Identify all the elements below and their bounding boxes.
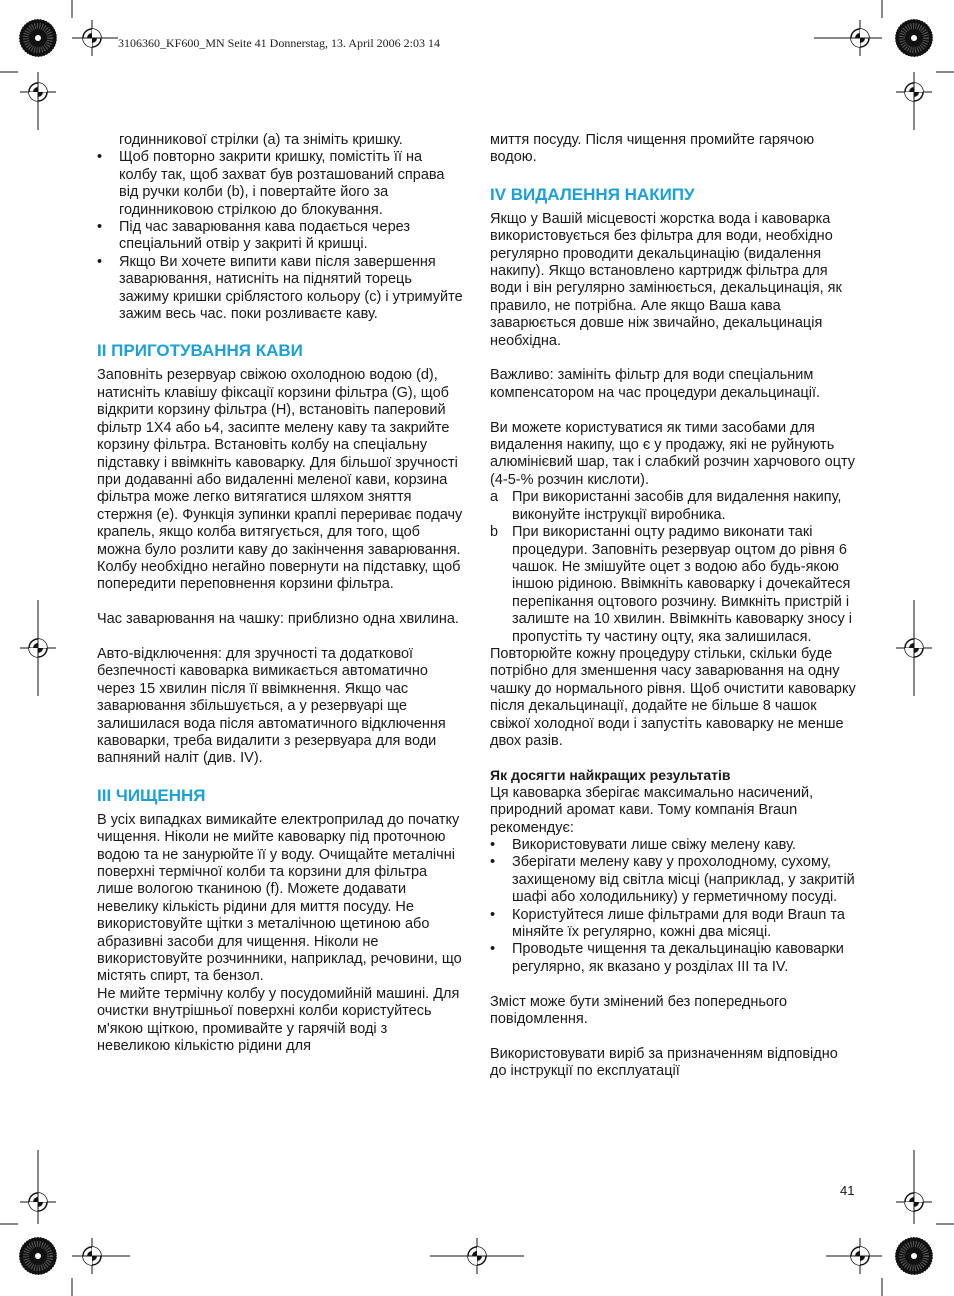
paragraph: годинникової стрілки (a) та зніміть кришку.	[119, 132, 403, 148]
bullet-item: • Якщо Ви хочете випити кави після завершення заварювання, натисніть на піднятий торець зажиму кришки сріблястого кольору (c) і утримуйте зажим весь час. поки розливаєте каву.	[97, 253, 463, 323]
paragraph: Не мийте термічну колбу у посудомийній машині. Для очистки внутрішньої поверхні колби користуйтесь м'якою щіткою, промивайте у гарячій воді з невеликою кількістю рідини для	[97, 985, 460, 1055]
bullet-item: • Щоб повторно закрити кришку, помістіть її на колбу так, щоб захват був розташований справа від ручки колби (b), і повертайте його за годинниковою стрілкою до блокування.	[97, 149, 445, 218]
paragraph: В усіх випадках вимикайте електроприлад до початку чищення. Ніколи не мийте кавоварку під проточною водою та не занурюйте її у воду. Очищайте металічні поверхні термічної колби та корзини для фільтра лише вологою тканиною (f). Можете додавати невелику кількість рідини для миття посуду. Не використовуйте щітки з металічною щетиною або абразивні засоби для чищення. Ніколи не використовуйте розчинники, наприклад, речовини, що містять спирт, та бензол.	[97, 811, 462, 985]
paragraph: Зміст може бути змінений без попереднього повідомлення.	[490, 993, 788, 1028]
paragraph: Авто-відключення: для зручності та додаткової безпечності кавоварка вимикається автоматично через 15 хвилин після її ввімкнення. Якщо час заварювання збільшується, а у резервуарі ще залишилася вода після автоматичного відключення кавоварки, треба видалити з резервуара для води вапняний наліт (див. IV).	[97, 645, 446, 767]
section-heading: II ПРИГОТУВАННЯ КАВИ	[97, 341, 303, 361]
bullet-marker: •	[97, 149, 103, 166]
bullet-item: • Під час заварювання кава подається через спеціальний отвір у закриті й кришці.	[97, 219, 411, 253]
paragraph: Ви можете користуватися як тими засобами для видалення накипу, що є у продажу, які не руйнують алюмінієвий шар, так і слабкий розчин харчового оцту (4-5-% розчин кислоти).	[490, 419, 856, 488]
bullet-marker: •	[490, 906, 496, 923]
starburst-mark-bottom-right	[895, 1237, 933, 1275]
bullet-marker: •	[97, 253, 103, 270]
paragraph: миття посуду. Після чищення промийте гарячою водою.	[490, 132, 815, 166]
bullet-marker: •	[490, 837, 496, 853]
starburst-mark-bottom-left	[19, 1237, 57, 1275]
section-heading: IV ВИДАЛЕННЯ НАКИПУ	[490, 184, 695, 204]
right-column	[490, 132, 856, 1081]
page-number: 41	[840, 1183, 855, 1198]
section-heading: III ЧИЩЕННЯ	[97, 785, 206, 805]
list-item: a При використанні засобів для видалення накипу, виконуйте інструкції виробника.	[490, 489, 842, 523]
paragraph: Повторюйте кожну процедуру стільки, скільки буде потрібно для зменшення часу заварювання на одну чашку до нормального рівня. Щоб очистити кавоварку після декальцинації, додайте не більше 8 чашок свіжої холодної води і запустіть кавоварку не менше двох разів.	[490, 645, 856, 749]
paragraph: Важливо: замініть фільтр для води спеціальним компенсатором на час процедури декальцинації.	[490, 367, 821, 401]
left-column	[97, 132, 463, 1055]
bullet-marker: •	[97, 219, 103, 236]
print-slug: 3106360_KF600_MN Seite 41 Donnerstag, 13. April 2006 2:03 14	[118, 36, 440, 50]
bullet-item: • Користуйтеся лише фільтрами для води Braun та міняйте їх регулярно, кожні два місяці.	[490, 906, 845, 941]
bullet-item: • Використовувати лише свіжу мелену каву.	[490, 837, 796, 853]
paragraph: Використовувати виріб за призначенням відповідно до інструкції по експлуатації	[490, 1045, 838, 1080]
bullet-marker: •	[490, 854, 496, 871]
bullet-marker: •	[490, 941, 496, 958]
paragraph: Заповніть резервуар свіжою охолодною водою (d), натисніть клавішу фіксації корзини фільтра (G), щоб відкрити корзину фільтра (H), встановіть паперовий фільтр 1Х4 або ь4, засипте мелену каву та закрийте корзину фільтра. Встановіть колбу на спеціальну підставку і ввімкніть кавоварку. Для більшої зручності при додаванні або видаленні меленої кави, корзина фільтра може легко витягатися шляхом зняття стержня (e). Функція зупинки краплі перериває подачу крапель, якщо колба витягується, для того, щоб можна було розлити каву до закінчення заварювання. Колбу необхідно негайно повернути на підставку, щоб попередити переповнення корзини фільтра.	[97, 367, 463, 593]
list-marker: b	[490, 524, 499, 541]
paragraph: Якщо у Вашій місцевості жорстка вода і кавоварка використовується без фільтра для води, необхідно регулярно проводити декальцинацію (видалення накипу). Якщо встановлено картридж фільтра для води і він регулярно замінюється, декальцинація, як правило, не потрібна. Але якщо Ваша кава заварюється довше ніж звичайно, декальцинація необхідна.	[490, 210, 842, 349]
starburst-mark-top-right	[895, 19, 933, 57]
starburst-mark-top-left	[19, 19, 57, 57]
paragraph: Ця кавоварка зберігає максимально насичений, природний аромат кави. Тому компанія Braun рекомендує:	[490, 784, 814, 836]
list-marker: a	[490, 489, 499, 506]
list-item: b При використанні оцту радимо виконати такі процедури. Заповніть резервуар оцтом до рівня 6 чашок. Не змішуйте оцет з водою або будь-якою іншою рідиною. Ввімкніть кавоварку і дочекайтеся перепікання оцтового розчину. Вимкніть пристрій і залиште на 10 хвилин. Ввімкніть кавоварку зносу і пропустіть ту частину оцту, яка залишилася.	[490, 524, 853, 645]
paragraph: Час заварювання на чашку: приблизно одна хвилина.	[97, 611, 459, 628]
subheading: Як досягти найкращих результатів	[490, 767, 731, 784]
bullet-item: • Зберігати мелену каву у прохолодному, сухому, захищеному від світла місці (наприклад, у закритій шафі або холодильнику) у герметичному посуді.	[490, 854, 855, 906]
bullet-item: • Проводьте чищення та декальцинацію кавоварки регулярно, як вказано у розділах III та IV.	[490, 941, 844, 975]
